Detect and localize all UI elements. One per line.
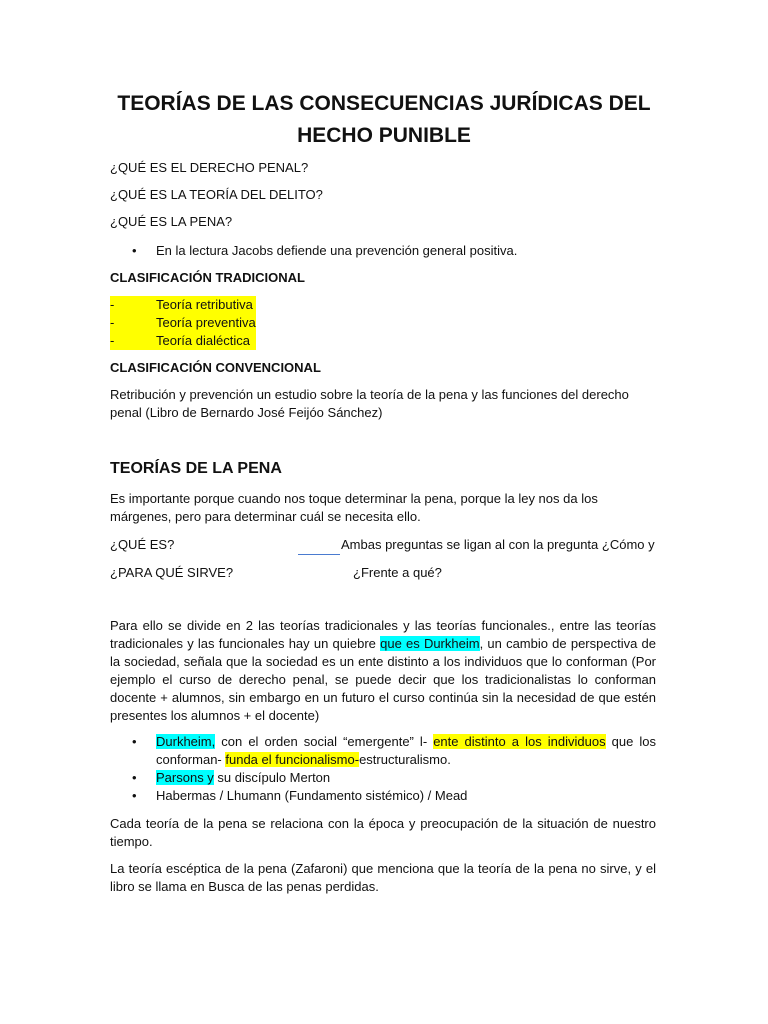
text-run: su discípulo Merton bbox=[213, 770, 331, 785]
text-run: Para ello se divide en 2 las teorías tradicionales y las teorías funcionales., entre las teorías tradicionales y las funcionales hay un quiebre bbox=[110, 618, 656, 651]
importance-line2: márgenes, pero para determinar cuál se necesita ello. bbox=[110, 509, 421, 524]
bullet-habermas: Habermas / Lhumann (Fundamento sistémico) / Mead bbox=[156, 788, 468, 803]
bullet-marker: • bbox=[132, 770, 137, 785]
link-underline bbox=[298, 554, 340, 555]
bullet-marker: • bbox=[132, 243, 137, 258]
question-para-que-sirve: ¿PARA QUÉ SIRVE? bbox=[110, 565, 234, 580]
text-run: con el orden social “emergente” l- bbox=[215, 734, 434, 749]
question-pena: ¿QUÉ ES LA PENA? bbox=[110, 214, 233, 229]
text-run: estructuralismo. bbox=[359, 752, 451, 767]
heading-clasificacion-convencional: CLASIFICACIÓN CONVENCIONAL bbox=[110, 360, 321, 375]
document-title: TEORÍAS DE LAS CONSECUENCIAS JURÍDICAS DEL HECHO PUNIBLE bbox=[117, 92, 651, 147]
dash-marker: - bbox=[110, 333, 115, 348]
list-item bbox=[110, 314, 256, 332]
bullet-marker: • bbox=[132, 788, 137, 803]
text-run: que los conforman- bbox=[156, 734, 656, 767]
paragraph-esceptica: La teoría escéptica de la pena (Zafaroni) que menciona que la teoría de la pena no sirve, y el libro se llama en Busca de las penas perdidas. bbox=[110, 861, 656, 894]
dash-marker: - bbox=[110, 315, 115, 330]
frente-a-que-text: ¿Frente a qué? bbox=[353, 565, 442, 580]
importance-line1: Es importante porque cuando nos toque determinar la pena, porque la ley nos da los bbox=[110, 491, 598, 506]
question-que-es: ¿QUÉ ES? bbox=[110, 537, 175, 552]
bullet-jacobs: En la lectura Jacobs defiende una prevención general positiva. bbox=[156, 243, 518, 258]
text-run: , un cambio de perspectiva de la sociedad, señala que la sociedad es un ente distinto a los individuos que lo conforman (Por ejemplo el curso de derecho penal, se puede decir que los tradicionalistas lo conforman docente + alumnos, sin embargo en un futuro el curso continúa sin la necesidad de que estén presentes los alumnos + el docente) bbox=[110, 636, 656, 723]
paragraph-durkheim bbox=[110, 617, 656, 725]
book-reference-line1: Retribución y prevención un estudio sobre la teoría de la pena y las funciones del derecho bbox=[110, 387, 629, 402]
list-item-label: Teoría dialéctica bbox=[156, 333, 250, 348]
highlight-ente: ente distinto a los individuos bbox=[433, 734, 606, 749]
bullet-marker: • bbox=[132, 734, 137, 749]
ambas-preguntas-text: Ambas preguntas se ligan al con la pregunta ¿Cómo y bbox=[341, 537, 655, 552]
list-item bbox=[110, 332, 256, 350]
question-teoria-delito: ¿QUÉ ES LA TEORÍA DEL DELITO? bbox=[110, 187, 323, 202]
bullet-parsons bbox=[156, 769, 330, 787]
dash-marker: - bbox=[110, 297, 115, 312]
list-item-label: Teoría preventiva bbox=[156, 315, 256, 330]
section-heading-teorias-pena: TEORÍAS DE LA PENA bbox=[110, 460, 282, 477]
highlight-durkheim: Durkheim, bbox=[156, 734, 216, 749]
list-item-label: Teoría retributiva bbox=[156, 297, 253, 312]
question-derecho-penal: ¿QUÉ ES EL DERECHO PENAL? bbox=[110, 160, 309, 175]
bullet-durkheim bbox=[156, 733, 656, 769]
list-item bbox=[110, 296, 256, 314]
book-reference-line2: penal (Libro de Bernardo José Feijóo Sánchez) bbox=[110, 405, 383, 420]
heading-clasificacion-tradicional: CLASIFICACIÓN TRADICIONAL bbox=[110, 270, 305, 285]
highlight-parsons: Parsons y bbox=[156, 770, 214, 785]
highlight-durkheim: que es Durkheim bbox=[380, 636, 480, 651]
highlight-funcionalismo: funda el funcionalismo- bbox=[225, 752, 360, 767]
paragraph-cada-teoria: Cada teoría de la pena se relaciona con la época y preocupación de la situación de nuestro tiempo. bbox=[110, 816, 656, 849]
